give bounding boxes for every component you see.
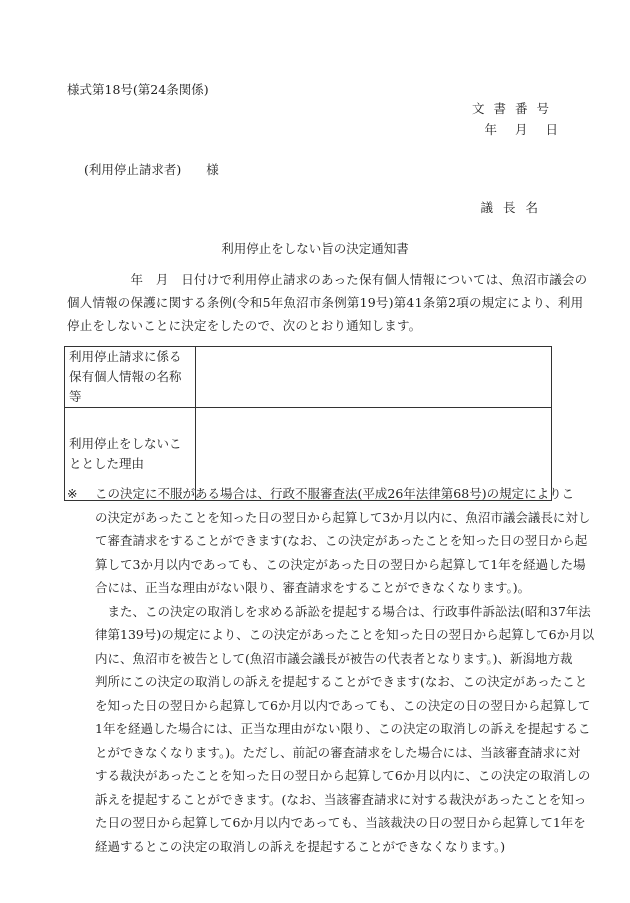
form-number: 様式第18号(第24条関係) <box>67 82 209 97</box>
row-value <box>196 347 552 408</box>
body-line: 個人情報の保護に関する条例(令和5年魚沼市条例第19号)第41条第2項の規定により、利用 <box>67 295 584 310</box>
note-line: 合には、正当な理由がない限り、審査請求をすることができなくなります。)。 <box>95 580 531 595</box>
table-row <box>65 347 552 408</box>
note-line: 1年を経過した場合には、正当な理由がない限り、この決定の取消しの訴えを提起するこ <box>95 721 591 736</box>
note-line: また、この決定の取消しを求める訴訟を提起する場合は、行政事件訴訟法(昭和37年法 <box>95 603 591 619</box>
note-line: する裁決があったことを知った日の翌日から起算して6か月以内に、この決定の取消しの <box>95 768 591 783</box>
sender-name: 議長名 <box>480 200 548 215</box>
note-line: 判所にこの決定の取消しの訴えを提起することができます(なお、この決定があったこと <box>95 674 588 689</box>
date-label: 年 月 日 <box>484 122 558 137</box>
note-line: の決定があったことを知った日の翌日から起算して3か月以内に、魚沼市議会議長に対し <box>95 509 591 525</box>
body-line: 停止をしないことに決定をしたので、次のとおり通知します。 <box>67 318 422 333</box>
body-text <box>67 268 588 337</box>
note-line: 律第139号)の規定により、この決定があったことを知った日の翌日から起算して6か月以 <box>95 627 595 642</box>
note-line: 訴えを提起することができます。(なお、当該審査請求に対する裁決があったことを知っ <box>95 791 587 807</box>
info-table <box>64 346 552 501</box>
note-line: とができなくなります。)。ただし、前記の審査請求をした場合には、当該審査請求に対 <box>95 744 581 760</box>
addressee: (利用停止請求者) 様 <box>84 162 219 177</box>
note-mark: ※ <box>67 486 78 501</box>
note-line: を知った日の翌日から起算して6か月以内であっても、この決定の日の翌日から起算して <box>95 697 591 713</box>
note-line: て審査請求をすることができます(なお、この決定があったことを知った日の翌日から起 <box>95 533 588 548</box>
note-line: 内に、魚沼市を被告として(魚沼市議会議長が被告の代表者となります。)、新潟地方裁 <box>95 650 573 666</box>
body-line: 年 月 日付けで利用停止請求のあった保有個人情報については、魚沼市議会の <box>67 272 588 287</box>
note-text <box>95 482 595 858</box>
note-line: 経過するとこの決定の取消しの訴えを提起することができなくなります。) <box>95 838 506 854</box>
note-line: た日の翌日から起算して6か月以内であっても、当該裁決の日の翌日から起算して1年を <box>95 815 586 830</box>
document-title: 利用停止をしない旨の決定通知書 <box>221 241 409 256</box>
row-label: 利用停止をしないこととした理由 <box>65 408 196 501</box>
note-line: この決定に不服がある場合は、行政不服審査法(平成26年法律第68号)の規定によりこ <box>95 486 575 501</box>
row-label: 利用停止請求に係る保有個人情報の名称等 <box>65 347 196 408</box>
note-line: 算して3か月以内であっても、この決定があった日の翌日から起算して1年を経過した場 <box>95 556 586 572</box>
document-number-label: 文書番号 <box>471 101 558 116</box>
